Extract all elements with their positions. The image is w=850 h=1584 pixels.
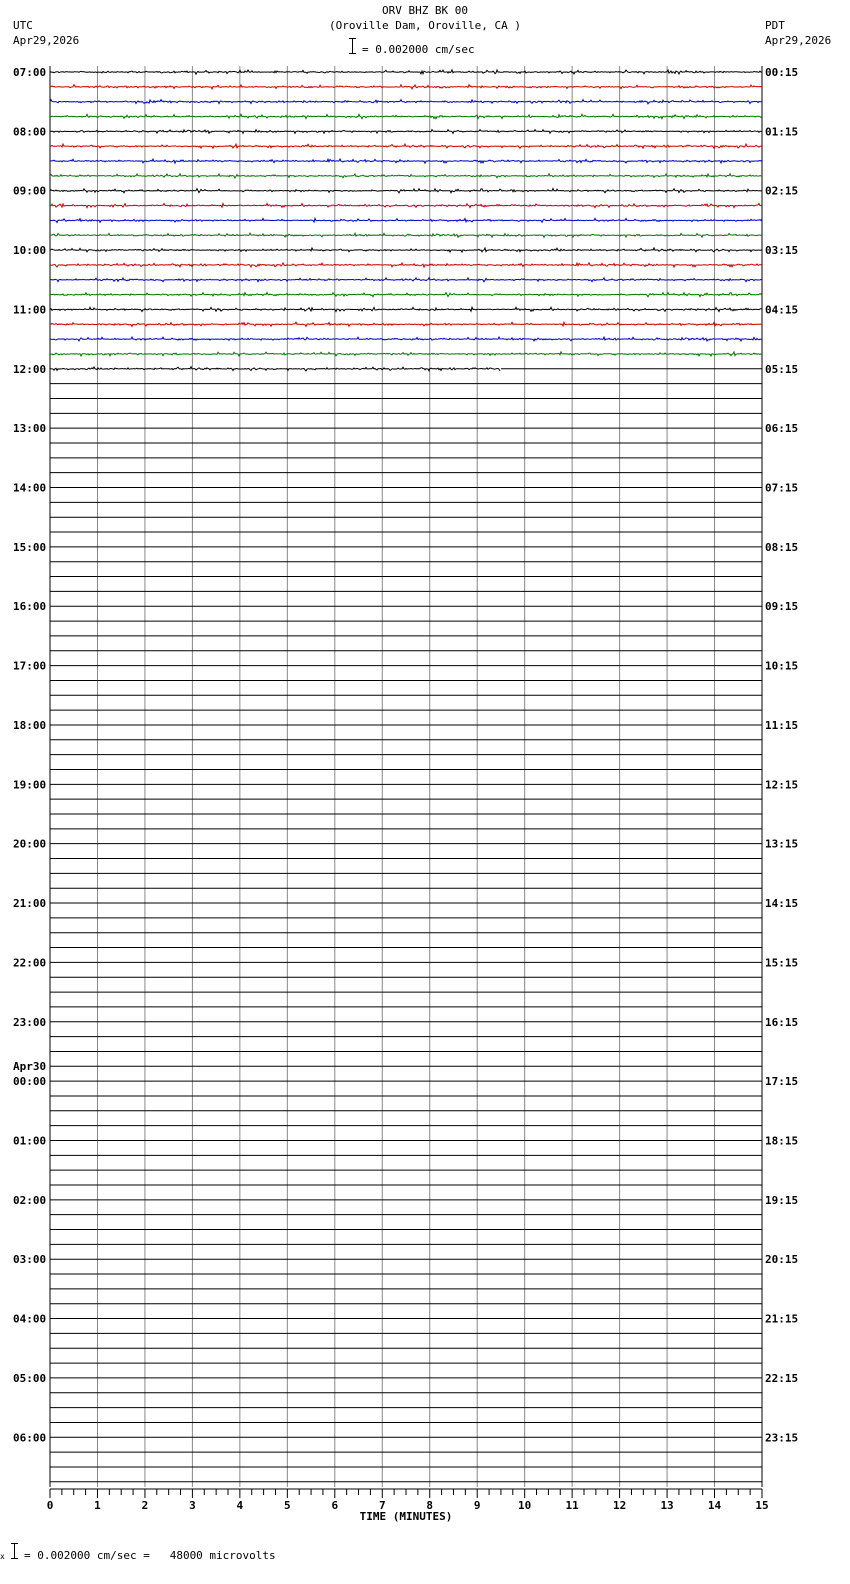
- right-timezone: PDT: [765, 19, 785, 32]
- x-tick-label: 3: [189, 1499, 196, 1512]
- x-tick-label: 14: [707, 1499, 722, 1512]
- utc-hour-label: 21:00: [13, 897, 47, 911]
- x-tick-label: 8: [426, 1499, 434, 1512]
- seismic-trace: [50, 85, 762, 89]
- pdt-hour-label: 02:15: [765, 184, 799, 198]
- x-tick-label: 9: [473, 1499, 481, 1512]
- seismic-trace: [50, 70, 762, 74]
- pdt-hour-label: 20:15: [765, 1253, 799, 1267]
- utc-hour-label: 02:00: [13, 1193, 47, 1207]
- utc-hour-label: 22:00: [13, 956, 47, 970]
- utc-hour-label: 23:00: [13, 1015, 47, 1029]
- seismic-trace: [50, 218, 762, 222]
- x-tick-label: 12: [612, 1499, 627, 1512]
- footer-scale-bar-icon: [11, 1543, 18, 1559]
- utc-hour-label: 11:00: [13, 303, 47, 317]
- utc-hour-label: 16:00: [13, 600, 47, 614]
- pdt-hour-label: 12:15: [765, 778, 799, 792]
- utc-hour-label: 17:00: [13, 659, 47, 673]
- utc-hour-label: 06:00: [13, 1431, 47, 1445]
- seismic-trace: [50, 114, 762, 118]
- utc-hour-label: 13:00: [13, 422, 47, 436]
- station-location: (Oroville Dam, Oroville, CA ): [328, 19, 522, 32]
- seismic-trace: [50, 263, 762, 267]
- pdt-hour-label: 16:15: [765, 1015, 799, 1029]
- x-tick-label: 13: [660, 1499, 674, 1512]
- pdt-hour-label: 08:15: [765, 540, 799, 554]
- utc-hour-label: 08:00: [13, 125, 47, 139]
- pdt-hour-label: 03:15: [765, 244, 799, 258]
- x-tick-label: 4: [236, 1499, 244, 1512]
- seismic-trace: [50, 337, 762, 341]
- seismic-trace: [50, 293, 762, 297]
- utc-date-change-label: Apr30: [13, 1060, 47, 1074]
- utc-hour-label: 10:00: [13, 244, 47, 258]
- x-tick-label: 10: [518, 1499, 532, 1512]
- pdt-hour-label: 01:15: [765, 125, 799, 139]
- x-tick-label: 2: [141, 1499, 149, 1512]
- footer-scale-note: = 0.002000 cm/sec = 48000 microvolts: [24, 1549, 276, 1562]
- seismic-trace: [50, 367, 500, 371]
- seismic-trace: [50, 159, 762, 163]
- pdt-hour-label: 11:15: [765, 718, 799, 732]
- pdt-hour-label: 06:15: [765, 422, 799, 436]
- seismic-trace: [50, 307, 762, 311]
- seismic-trace: [50, 278, 762, 282]
- seismic-trace: [50, 100, 762, 104]
- pdt-hour-label: 21:15: [765, 1312, 799, 1326]
- pdt-hour-label: 04:15: [765, 303, 799, 317]
- seismic-trace: [50, 189, 762, 193]
- x-tick-label: 1: [94, 1499, 101, 1512]
- utc-hour-label: 00:00: [13, 1075, 47, 1089]
- utc-hour-label: 18:00: [13, 718, 47, 732]
- utc-hour-label: 05:00: [13, 1371, 47, 1385]
- pdt-hour-label: 22:15: [765, 1371, 799, 1385]
- utc-hour-label: 04:00: [13, 1312, 47, 1326]
- scale-label: = 0.002000 cm/sec: [362, 43, 475, 56]
- pdt-hour-label: 00:15: [765, 66, 799, 79]
- pdt-hour-label: 10:15: [765, 659, 799, 673]
- pdt-hour-label: 05:15: [765, 362, 799, 376]
- utc-hour-label: 19:00: [13, 778, 47, 792]
- seismic-trace: [50, 130, 762, 134]
- pdt-hour-label: 23:15: [765, 1431, 799, 1445]
- pdt-hour-label: 18:15: [765, 1134, 799, 1148]
- utc-hour-label: 09:00: [13, 184, 47, 198]
- seismic-trace: [50, 233, 762, 237]
- left-timezone: UTC: [13, 19, 33, 32]
- pdt-hour-label: 15:15: [765, 956, 799, 970]
- station-title: ORV BHZ BK 00: [381, 4, 469, 17]
- pdt-hour-label: 13:15: [765, 837, 799, 851]
- pdt-hour-label: 07:15: [765, 481, 799, 495]
- utc-hour-label: 20:00: [13, 837, 47, 851]
- seismic-trace: [50, 248, 762, 252]
- seismic-trace: [50, 352, 762, 356]
- pdt-hour-label: 19:15: [765, 1193, 799, 1207]
- utc-hour-label: 03:00: [13, 1253, 47, 1267]
- utc-hour-label: 12:00: [13, 362, 47, 376]
- right-date: Apr29,2026: [765, 34, 832, 47]
- pdt-hour-label: 14:15: [765, 897, 799, 911]
- utc-hour-label: 14:00: [13, 481, 47, 495]
- utc-hour-label: 01:00: [13, 1134, 47, 1148]
- left-date: Apr29,2026: [13, 34, 80, 47]
- pdt-hour-label: 09:15: [765, 600, 799, 614]
- seismic-trace: [50, 144, 762, 148]
- utc-hour-label: 07:00: [13, 66, 47, 79]
- x-tick-label: 6: [331, 1499, 339, 1512]
- seismic-trace: [50, 322, 762, 326]
- x-axis-label: TIME (MINUTES): [359, 1510, 453, 1523]
- footer-scale-prefix: x: [0, 1552, 5, 1561]
- x-tick-label: 7: [378, 1499, 386, 1512]
- seismic-trace: [50, 203, 762, 207]
- pdt-hour-label: 17:15: [765, 1075, 799, 1089]
- x-tick-label: 11: [565, 1499, 579, 1512]
- x-tick-label: 0: [46, 1499, 54, 1512]
- utc-hour-label: 15:00: [13, 540, 47, 554]
- x-tick-label: 5: [284, 1499, 291, 1512]
- seismic-trace: [50, 174, 762, 178]
- x-tick-label: 15: [755, 1499, 769, 1512]
